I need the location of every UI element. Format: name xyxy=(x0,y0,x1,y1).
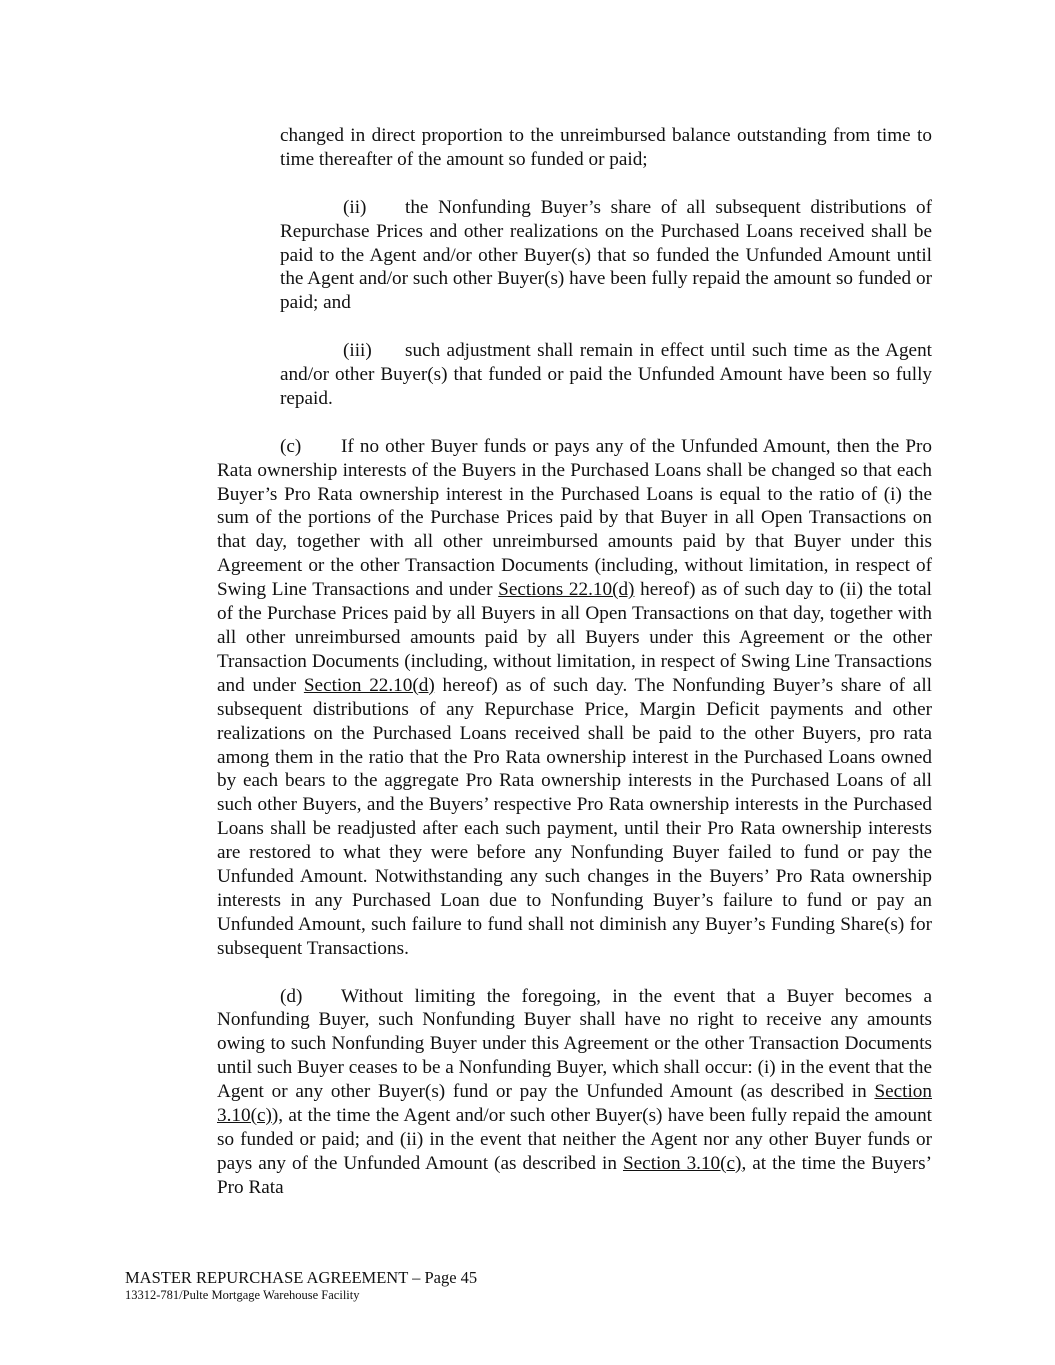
section-reference: Section 3.10(c) xyxy=(622,1152,742,1174)
paragraph-text: hereof) as of such day to (ii) the total of the Purchase Prices paid by all Buyers in all Open Transactions on that day, together with all other unreimbursed amounts paid by all Buyers under this Agreement or the other Transaction Documents (including, without limitation, in respect of Swing Line Transactions and under xyxy=(217,579,932,696)
clause-number: (c) xyxy=(280,435,302,457)
document-body xyxy=(217,124,932,1224)
footer-title: MASTER REPURCHASE AGREEMENT – Page 45 xyxy=(125,1268,478,1287)
section-reference: Section 3.10(c) xyxy=(217,1081,932,1127)
clause-number: (d) xyxy=(280,985,303,1007)
paragraph-text: , at the time the Buyers’ Pro Rata xyxy=(217,1152,932,1198)
paragraph-iii xyxy=(280,339,932,411)
section-reference: Section 22.10(d) xyxy=(303,674,435,696)
clause-number: (iii) xyxy=(343,340,372,362)
paragraph-text: Without limiting the foregoing, in the event that a Buyer becomes a Nonfunding Buyer, such Nonfunding Buyer shall have no right to receive any amounts owing to such Nonfunding Buyer under this Agreement or the other Transaction Documents until such Buyer ceases to be a Nonfunding Buyer, which shall occur: (i) in the event that the Agent or any other Buyer(s) fund or pay the Unfunded Amount (as described in xyxy=(217,985,932,1103)
section-reference: Sections 22.10(d) xyxy=(498,579,635,601)
paragraph-ii xyxy=(280,196,932,316)
paragraph-text: hereof) as of such day. The Nonfunding Buyer’s share of all subsequent distributions of any Repurchase Price, Margin Deficit payments and other realizations on the Purchased Loans received shall be paid to the other Buyers, pro rata among them in the ratio that the Pro Rata ownership interest in the Purchased Loans owned by each bears to the aggregate Pro Rata ownership interests in the Purchased Loans of all such other Buyers, and the Buyers’ respective Pro Rata ownership interests in the Purchased Loans shall be readjusted after each such payment, until their Pro Rata ownership interests are restored to what they were before any Nonfunding Buyer failed to fund or pay the Unfunded Amount. Notwithstanding any such changes in the Buyers’ Pro Rata ownership interests in any Purchased Loan due to Nonfunding Buyer’s failure to fund or pay an Unfunded Amount, such failure to fund shall not diminish any Buyer’s Funding Share(s) for subsequent Transactions. xyxy=(217,674,932,959)
clause-number: (ii) xyxy=(343,196,367,218)
paragraph-continuation xyxy=(280,124,932,172)
footer-doc-id: 13312-781/Pulte Mortgage Warehouse Facility xyxy=(125,1288,360,1302)
page-footer xyxy=(125,1268,477,1303)
paragraph-text: such adjustment shall remain in effect until such time as the Agent and/or other Buyer(s) that funded or paid the Unfunded Amount have been so fully repaid. xyxy=(280,340,932,409)
paragraph-text: ), at the time the Agent and/or such other Buyer(s) have been fully repaid the amount so funded or paid; and (ii) in the event that neither the Agent nor any other Buyer funds or pays any of the Unfunded Amount (as described in xyxy=(217,1105,932,1174)
paragraph-text: changed in direct proportion to the unreimbursed balance outstanding from time to time thereafter of the amount so funded or paid; xyxy=(280,125,932,170)
paragraph-text: the Nonfunding Buyer’s share of all subsequent distributions of Repurchase Prices and other realizations on the Purchased Loans received shall be paid to the Agent and/or other Buyer(s) that so funded the Unfunded Amount until the Agent and/or such other Buyer(s) have been fully repaid the amount so funded or paid; and xyxy=(280,196,932,314)
paragraph-d xyxy=(217,985,932,1200)
paragraph-text: If no other Buyer funds or pays any of the Unfunded Amount, then the Pro Rata ownership interests of the Buyers in the Purchased Loans shall be changed so that each Buyer’s Pro Rata ownership interest in the Purchased Loans is equal to the ratio of (i) the sum of the portions of the Purchase Prices paid by that Buyer in all Open Transactions on that day, together with all other unreimbursed amounts paid by that Buyer under this Agreement or the other Transaction Documents (including, without limitation, in respect of Swing Line Transactions and under xyxy=(217,435,932,601)
paragraph-c xyxy=(217,435,932,961)
